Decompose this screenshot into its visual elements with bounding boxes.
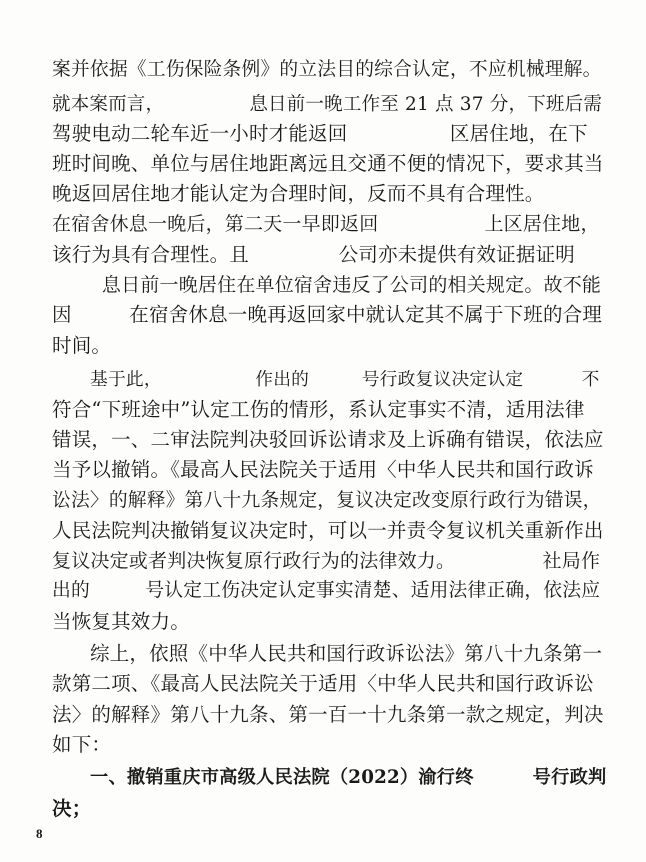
text-line: 符合“下班途中”认定工伤的情形，系认定事实不清，适用法律 bbox=[52, 398, 585, 421]
text-line: 基于此， 作出的 号行政复议决定认定 不 bbox=[90, 370, 600, 390]
text-line: 如下： bbox=[52, 733, 112, 756]
text-line: 案并依据《工伤保险条例》的立法目的综合认定，不应机械理解。 bbox=[52, 59, 602, 80]
text-line: 法〉的解释》第八十九条、第一百一十九条第一款之规定，判决 bbox=[52, 703, 604, 726]
text-line: 在宿舍休息一晚后，第二天一早即返回 上区居住地， bbox=[52, 213, 600, 235]
text-line: 当恢复其效力。 bbox=[52, 610, 190, 633]
text-line: 当予以撤销。《最高人民法院关于适用〈中华人民共和国行政诉 bbox=[52, 458, 594, 481]
text-line: 驾驶电动二轮车近一小时才能返回 区居住地，在下 bbox=[52, 122, 588, 145]
text-line: 讼法〉的解释》第八十九条规定，复议决定改变原行政行为错误， bbox=[52, 490, 602, 511]
text-line: 人民法院判决撤销复议决定时，可以一并责令复议机关重新作出 bbox=[52, 519, 604, 542]
text-line: 综上，依照《中华人民共和国行政诉讼法》第八十九条第一 bbox=[90, 642, 603, 665]
text-line: 错误，一、二审法院判决驳回诉讼请求及上诉确有错误，依法应 bbox=[52, 428, 604, 451]
text-line: 因 在宿舍休息一晚再返回家中就认定其不属于下班的合理 bbox=[52, 303, 603, 326]
page-number: 8 bbox=[36, 826, 43, 841]
text-line: 晚返回居住地才能认定为合理时间，反而不具有合理性。 bbox=[52, 182, 545, 205]
text-line: 息日前一晚居住在单位宿舍违反了公司的相关规定。故不能 bbox=[52, 274, 602, 296]
text-line: 复议决定或者判决恢复原行政行为的法律效力。 社局作 bbox=[52, 550, 601, 572]
text-line: 就本案而言， 息日前一晚工作至 21 点 37 分，下班后需 bbox=[52, 94, 603, 115]
text-line: 款第二项、《最高人民法院关于适用〈中华人民共和国行政诉讼 bbox=[52, 672, 594, 695]
text-line-judgment: 决； bbox=[52, 797, 92, 820]
text-line: 时间。 bbox=[52, 334, 112, 357]
text-line: 班时间晚、单位与居住地距离远且交通不便的情况下，要求其当 bbox=[52, 152, 604, 175]
text-line: 出的 号认定工伤决定认定事实清楚、适用法律正确，依法应 bbox=[52, 580, 601, 601]
text-line: 该行为具有合理性。且 公司亦未提供有效证据证明 bbox=[52, 243, 575, 266]
text-line-judgment: 一、撤销重庆市高级人民法院（2022）渝行终 号行政判 bbox=[90, 767, 607, 788]
